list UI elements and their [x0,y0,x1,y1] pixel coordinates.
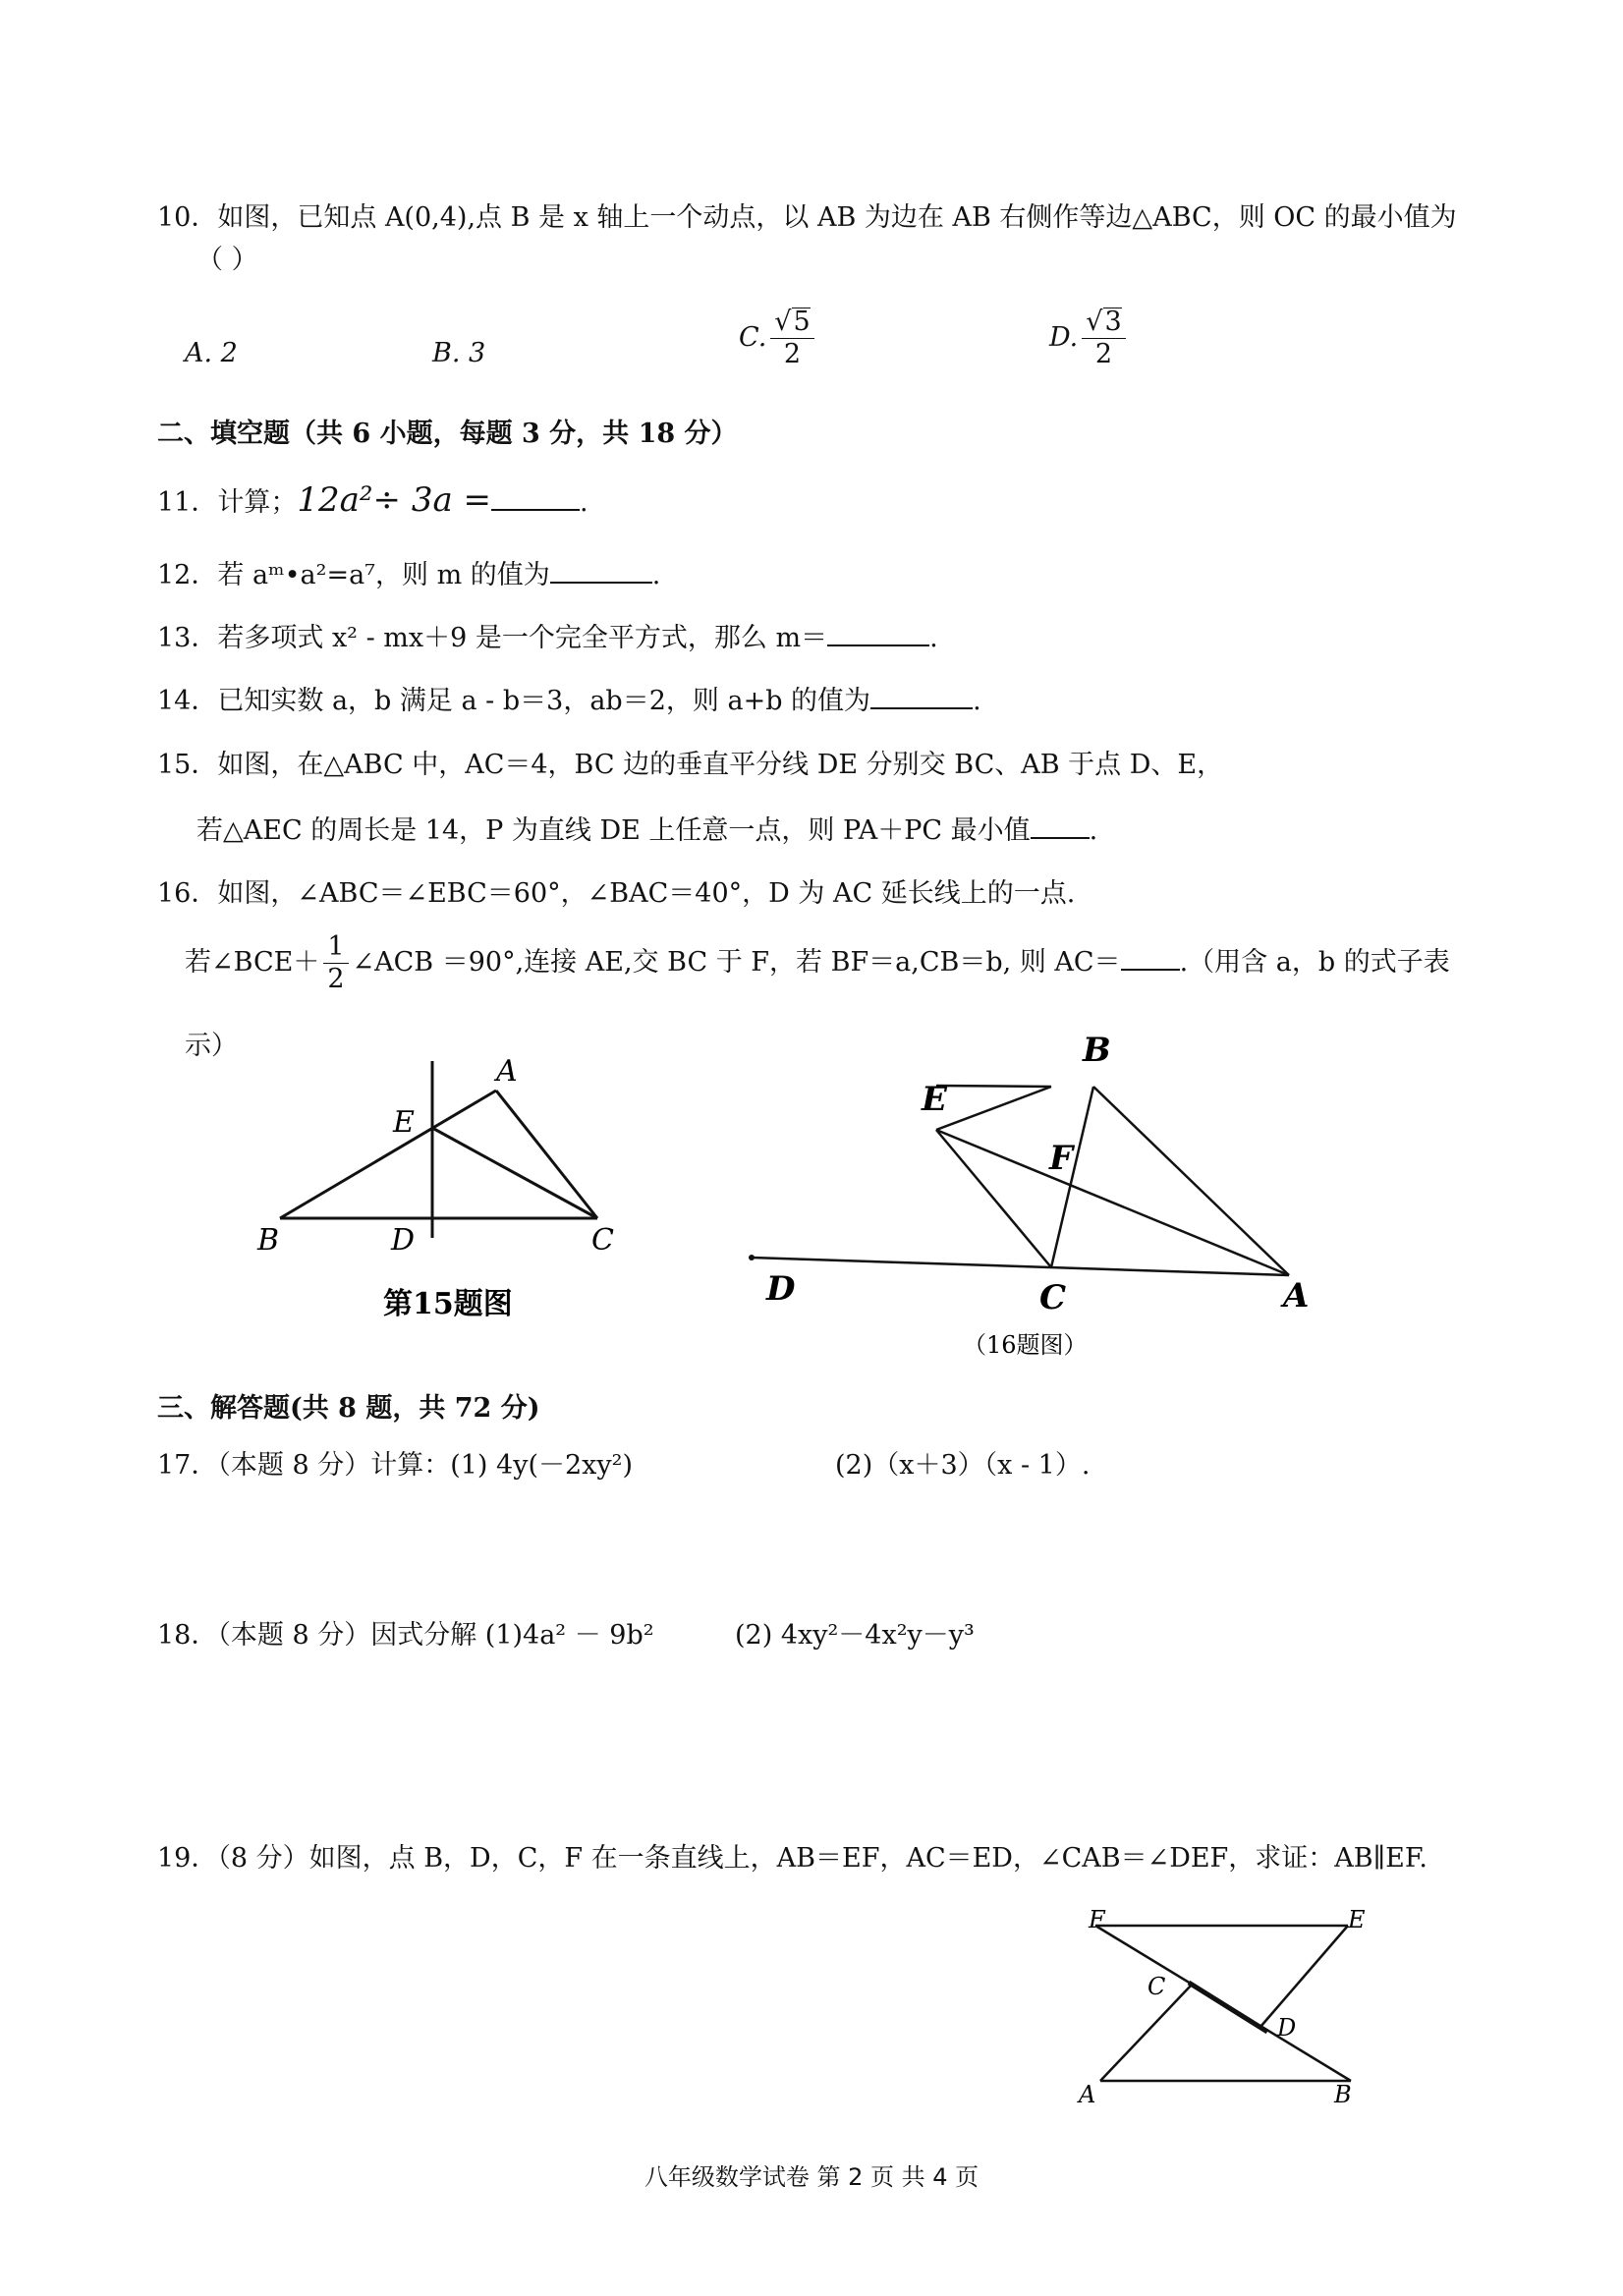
fig19-segment-ac [1100,1985,1192,2081]
fig16-segment-eb-line [936,1087,1051,1130]
fig15-segment-ec [432,1128,597,1218]
q13 [157,619,938,655]
q16-line2 [185,931,1450,995]
q16-line2-prefix: 若∠BCE＋ [185,947,320,978]
fig16-caption: （16题图） [963,1331,1088,1359]
q16-line1: 16．如图，∠ABC＝∠EBC＝60°，∠BAC＝40°，D 为 AC 延长线上的一点. [157,878,1076,909]
fig15-segment-ba [280,1091,496,1218]
q15-line2 [196,812,1097,848]
q10-option-d-fraction: $\frac{√3}{2}$ [1082,307,1125,370]
fig16-segment-ea [936,1130,1289,1275]
q14-suffix: . [973,686,981,716]
q16-fraction-denominator: 2 [327,964,345,994]
q14-prefix: 14．已知实数 a，b 满足 a - b＝3，ab＝2，则 a+b 的值为 [157,686,871,716]
figure-16 [727,1022,1336,1375]
fig19-label-f: F [1089,1906,1105,1933]
q11-expression: 12a²÷ 3a = [297,480,492,520]
fig15-label-c: C [591,1223,614,1258]
fig15-label-e: E [393,1105,415,1140]
fig16-point-d [749,1255,755,1260]
fig16-label-e: E [922,1080,947,1119]
fig16-label-b: B [1083,1031,1111,1070]
q10-option-d-radicand: 3 [1104,307,1122,337]
fig16-segment-ec [936,1130,1051,1267]
q17-part1: 17．（本题 8 分）计算：(1) 4y(－2xy²) [157,1450,634,1481]
q18-part1: 18．（本题 8 分）因式分解 (1)4a² － 9b² [157,1620,654,1651]
q10-option-c-denominator: 2 [783,339,802,369]
q13-prefix: 13．若多项式 x² - mx＋9 是一个完全平方式，那么 m＝ [157,623,828,653]
page-footer: 八年级数学试卷 第 2 页 共 4 页 [644,2163,979,2191]
fig19-segment-cd [1189,1983,1267,2032]
q11 [157,480,588,520]
fig15-label-b: B [257,1223,280,1258]
q12-prefix: 12．若 aᵐ•a²=a⁷，则 m 的值为 [157,560,550,590]
q10-option-c-radicand: 5 [793,307,811,337]
fig16-label-f: F [1049,1139,1074,1178]
fig19-label-d: D [1277,2014,1297,2042]
q10-option-d-denominator: 2 [1094,339,1113,369]
fig19-label-c: C [1147,1973,1166,2000]
q16-line3: 示） [185,1031,238,1061]
fig16-label-d: D [766,1269,796,1309]
fig19-segment-ed [1260,1926,1348,2027]
q10-option-b: B. 3 [432,338,486,368]
fig15-label-a: A [496,1054,518,1089]
fig15-segment-ac [496,1091,597,1218]
q14-blank [870,682,973,709]
q18-part2: (2) 4xy²－4x²y－y³ [735,1620,975,1651]
q13-blank [827,619,929,646]
q14 [157,682,981,718]
q16-fraction [323,931,348,995]
q10-option-c [739,307,818,370]
q10-option-c-fraction: $\frac{√5}{2}$ [770,307,813,370]
fig15-caption: 第15题图 [383,1287,513,1321]
q10-option-a: A. 2 [185,338,238,368]
q12-blank [550,556,652,584]
q10-option-d-prefix: D. [1049,322,1079,353]
q15-line2-suffix: . [1089,815,1098,846]
q11-suffix: . [580,487,588,518]
q16-line2-middle: ∠ACB ＝90°,连接 AE,交 BC 于 F，若 BF＝a,CB＝b, 则 AC＝ [352,947,1121,978]
fig16-label-a: A [1283,1276,1310,1316]
section-2-heading: 二、填空题（共 6 小题，每题 3 分，共 18 分） [157,419,738,449]
q19-text: 19．（8 分）如图，点 B，D，C，F 在一条直线上，AB＝EF，AC＝ED，∠CAB＝∠DEF，求证：AB∥EF. [157,1843,1427,1874]
q12 [157,556,660,592]
fig19-label-a: A [1079,2081,1096,2108]
q15-line1: 15．如图，在△ABC 中，AC＝4，BC 边的垂直平分线 DE 分别交 BC、AB 于点 D、E， [157,750,1224,780]
q15-line2-prefix: 若△AEC 的周长是 14，P 为直线 DE 上任意一点，则 PA＋PC 最小值 [196,815,1031,846]
fig19-label-b: B [1334,2081,1352,2108]
fig16-segment-ba [1093,1087,1289,1275]
q16-line2-suffix: .（用含 a，b 的式子表 [1179,947,1450,978]
q16-blank [1121,943,1180,971]
fig16-segment-eb [936,1086,1051,1087]
q10-line1: 10．如图，已知点 A(0,4),点 B 是 x 轴上一个动点，以 AB 为边在 AB 右侧作等边△ABC，则 OC 的最小值为 [157,202,1457,233]
figure-15 [246,1041,639,1336]
fig16-label-c: C [1039,1278,1067,1317]
q11-blank [491,483,580,511]
q12-suffix: . [651,560,661,590]
section-3-heading: 三、解答题(共 8 题，共 72 分) [157,1393,540,1424]
q10-line2: （ ） [196,245,258,275]
q17-part2: (2)（x＋3）（x - 1）. [835,1450,1091,1481]
fig15-label-d: D [391,1223,416,1258]
q10-option-d [1049,307,1130,370]
fig16-segment-da [752,1258,1289,1275]
q11-prefix: 11．计算； [157,487,298,518]
q13-suffix: . [929,623,938,653]
q15-blank [1031,812,1090,839]
figure-19 [1061,1896,1395,2112]
fig19-label-e: E [1348,1906,1366,1933]
q16-fraction-numerator: 1 [323,931,348,964]
q10-option-c-prefix: C. [739,322,767,353]
